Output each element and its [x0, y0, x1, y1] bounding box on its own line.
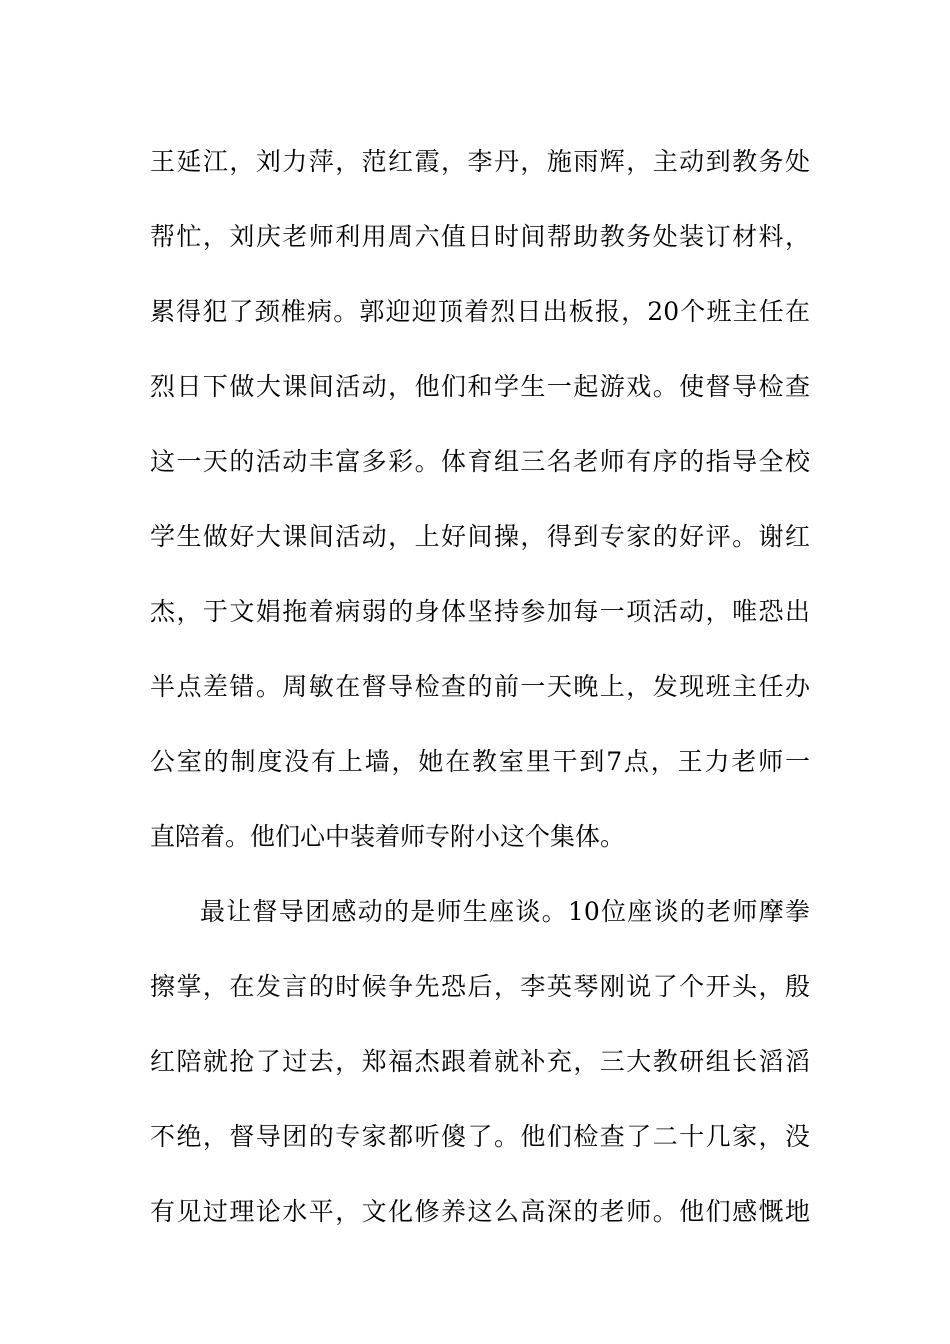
text-line: 杰，于文娟拖着病弱的身体坚持参加每一项活动，唯恐出	[150, 597, 810, 626]
paragraph-1	[150, 124, 810, 874]
text-line: 不绝，督导团的专家都听傻了。他们检查了二十几家，没	[150, 1122, 810, 1151]
text-line: 半点差错。周敏在督导检查的前一天晚上，发现班主任办	[150, 672, 810, 701]
text-line: 最让督导团感动的是师生座谈。10位座谈的老师摩拳	[200, 897, 810, 926]
text-line: 有见过理论水平，文化修养这么高深的老师。他们感慨地	[150, 1197, 810, 1226]
text-line: 公室的制度没有上墙，她在教室里干到7点，王力老师一	[150, 747, 810, 776]
text-line: 王延江，刘力萍，范红霞，李丹，施雨辉，主动到教务处	[150, 147, 810, 176]
text-line: 烈日下做大课间活动，他们和学生一起游戏。使督导检查	[150, 372, 810, 401]
body-text	[150, 124, 810, 1249]
paragraph-2	[150, 874, 810, 1249]
text-line: 学生做好大课间活动，上好间操，得到专家的好评。谢红	[150, 522, 810, 551]
text-line: 帮忙，刘庆老师利用周六值日时间帮助教务处装订材料，	[150, 222, 810, 251]
text-line: 累得犯了颈椎病。郭迎迎顶着烈日出板报，20个班主任在	[150, 297, 810, 326]
text-line: 擦掌，在发言的时候争先恐后，李英琴刚说了个开头，殷	[150, 972, 810, 1001]
text-line: 红陪就抢了过去，郑福杰跟着就补充，三大教研组长滔滔	[150, 1047, 810, 1076]
text-line: 这一天的活动丰富多彩。体育组三名老师有序的指导全校	[150, 447, 810, 476]
text-line: 直陪着。他们心中装着师专附小这个集体。	[150, 822, 626, 851]
